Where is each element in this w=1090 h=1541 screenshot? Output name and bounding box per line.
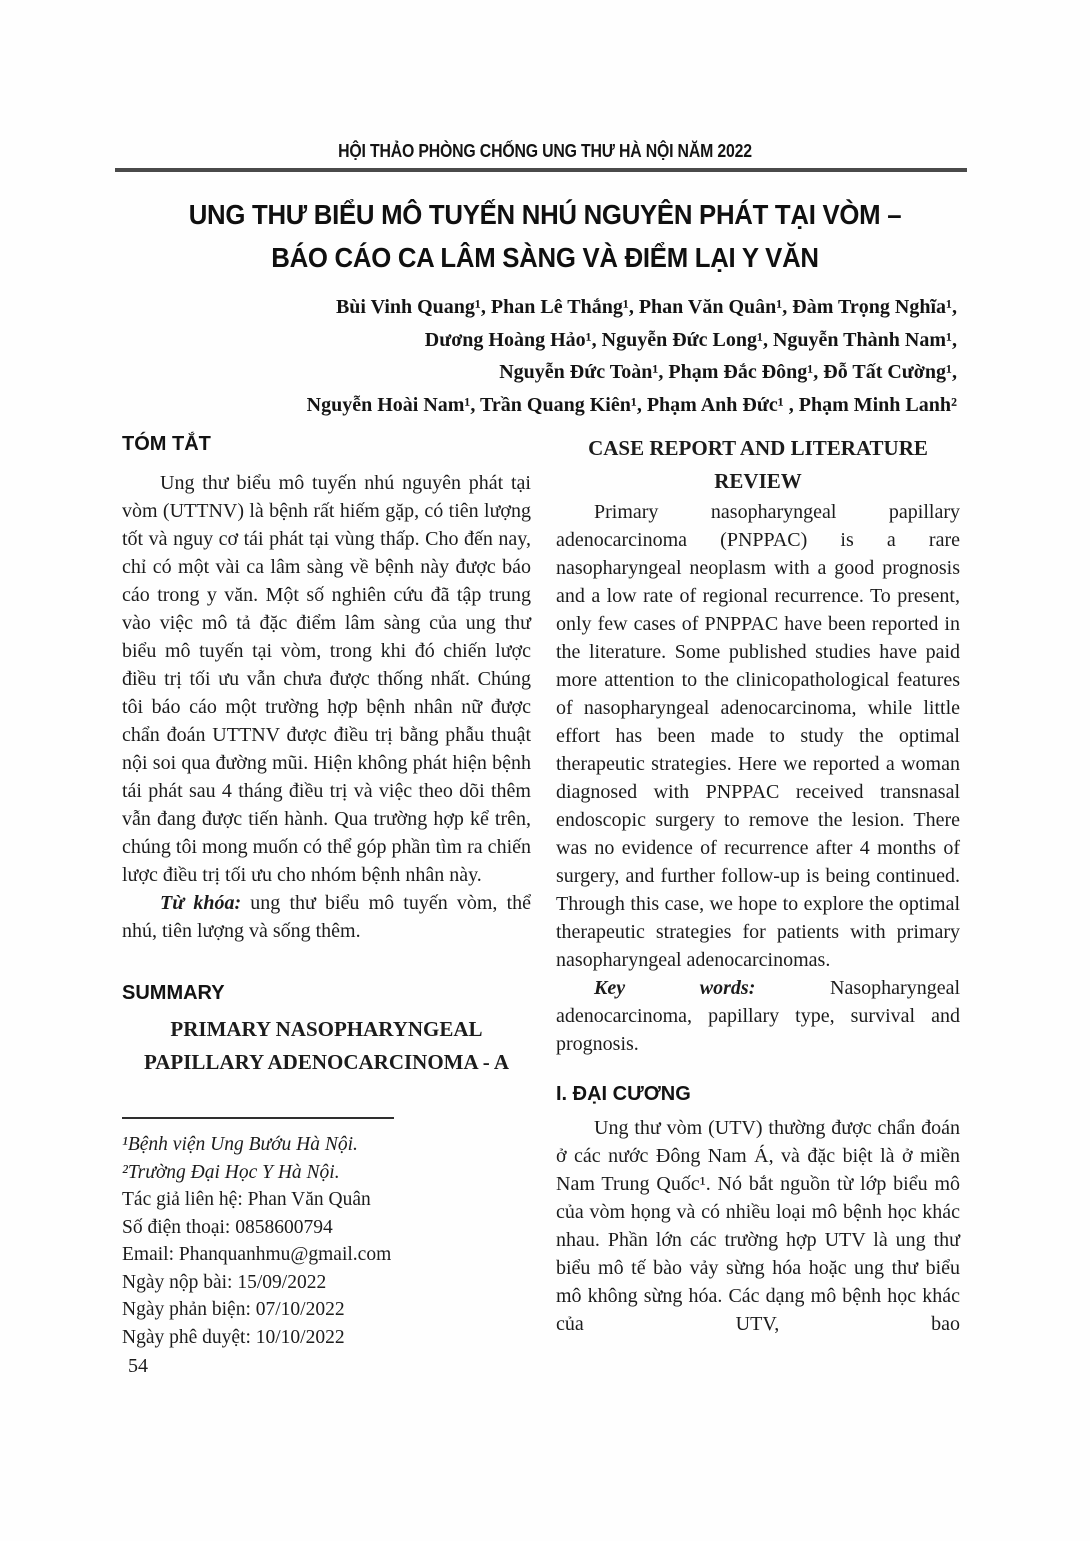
author-list	[122, 291, 957, 421]
section1-heading: I. ĐẠI CƯƠNG	[556, 1083, 691, 1105]
page-number: 54	[128, 1355, 148, 1377]
author-line: Nguyễn Hoài Nam¹, Trần Quang Kiên¹, Phạm Anh Đức¹ , Phạm Minh Lanh²	[306, 393, 957, 416]
date-submitted: Ngày nộp bài: 15/09/2022	[122, 1271, 327, 1293]
english-keywords-paragraph	[556, 974, 960, 1058]
case-report-heading: CASE REPORT AND LITERATURE REVIEW	[588, 436, 928, 493]
header-rule	[115, 168, 967, 172]
english-keywords-text: Nasopharyngeal adenocarcinoma, papillary type, survival and prognosis.	[556, 977, 960, 1055]
english-keywords-label: Key words:	[594, 977, 756, 999]
conference-header: HỘI THẢO PHÒNG CHỐNG UNG THƯ HÀ NỘI NĂM 2022	[338, 141, 752, 161]
left-column	[122, 432, 531, 1351]
footnote-block	[122, 1117, 531, 1351]
summary-title: PRIMARY NASOPHARYNGEAL PAPILLARY ADENOCARCINOMA - A	[143, 1017, 510, 1074]
phone-number: Số điện thoại: 0858600794	[122, 1216, 333, 1238]
keywords-label: Từ khóa:	[160, 892, 242, 914]
abstract-heading: TÓM TẮT	[122, 433, 211, 455]
paper-title-line2: BÁO CÁO CA LÂM SÀNG VÀ ĐIỂM LẠI Y VĂN	[271, 242, 819, 273]
english-abstract-paragraph: Primary nasopharyngeal papillary adenocarcinoma (PNPPAC) is a rare nasopharyngeal neoplasm with a good prognosis and a low rate of regional recurrence. To present, only few cases of PNPPAC have been reported in the literature. Some published studies have paid more attention to the clinicopathological features of nasopharyngeal adenocarcinoma, while little effort has been made to study the optimal therapeutic strategies. Here we reported a woman diagnosed with PNPPAC received transnasal endoscopic surgery to remove the lesion. There was no evidence of recurrence after 4 months of surgery, and further follow-up is being continued. Through this case, we hope to explore the optimal therapeutic strategies for patients with primary nasopharyngeal adenocarcinomas.	[556, 501, 960, 971]
email-address: Email: Phanquanhmu@gmail.com	[122, 1244, 392, 1265]
summary-heading: SUMMARY	[122, 982, 225, 1004]
paper-title-line1: UNG THƯ BIỂU MÔ TUYẾN NHÚ NGUYÊN PHÁT TẠI VÒM –	[188, 199, 902, 230]
affiliation-2: ²Trường Đại Học Y Hà Nội.	[122, 1161, 340, 1183]
corresponding-author: Tác giả liên hệ: Phan Văn Quân	[122, 1189, 371, 1210]
author-line: Dương Hoàng Hảo¹, Nguyễn Đức Long¹, Nguyễn Thành Nam¹,	[424, 328, 957, 351]
affiliation-1: ¹Bệnh viện Ung Bướu Hà Nội.	[122, 1134, 358, 1155]
abstract-paragraph: Ung thư biểu mô tuyến nhú nguyên phát tại vòm (UTTNV) là bệnh rất hiếm gặp, có tiên lượng tốt và nguy cơ tái phát tại vùng thấp. Cho đến nay, chỉ có một vài ca lâm sàng về bệnh này được báo cáo trong y văn. Một số nghiên cứu đã tập trung vào việc mô tả đặc điểm lâm sàng của ung thư biểu mô tuyến tại vòm, trong khi đó chiến lược điều trị tối ưu vẫn chưa được thống nhất. Chúng tôi báo cáo một trường hợp bệnh nhân nữ được chẩn đoán UTTNV được điều trị bằng phẫu thuật nội soi qua đường mũi. Hiện không phát hiện bệnh tái phát sau 4 tháng điều trị và việc theo dõi thêm vẫn đang được tiến hành. Qua trường hợp kể trên, chúng tôi mong muốn có thể góp phần tìm ra chiến lược điều trị tối ưu cho nhóm bệnh nhân này.	[122, 472, 531, 886]
author-line: Nguyễn Đức Toàn¹, Phạm Đắc Đông¹, Đỗ Tất Cường¹,	[499, 361, 957, 383]
keywords-text: ung thư biểu mô tuyến vòm, thể nhú, tiên lượng và sống thêm.	[122, 892, 532, 942]
paper-title	[44, 193, 1047, 279]
author-line: Bùi Vinh Quang¹, Phan Lê Thắng¹, Phan Văn Quân¹, Đàm Trọng Nghĩa¹,	[335, 296, 957, 318]
right-column	[556, 432, 960, 1338]
keywords-paragraph	[122, 889, 531, 945]
date-reviewed: Ngày phản biện: 07/10/2022	[122, 1299, 345, 1320]
section1-paragraph: Ung thư vòm (UTV) thường được chẩn đoán ở các nước Đông Nam Á, và đặc biệt là ở miền Nam Trung Quốc¹. Nó bắt nguồn từ lớp biểu mô của vòm họng và có nhiều loại mô bệnh học khác nhau. Phần lớn các trường hợp UTV là ung thư biểu mô tế bào vảy sừng hóa hoặc ung thư biểu mô không sừng hóa. Các dạng mô bệnh học khác của UTV, bao	[556, 1117, 960, 1335]
date-approved: Ngày phê duyệt: 10/10/2022	[122, 1326, 345, 1348]
footnote-rule	[122, 1117, 394, 1119]
